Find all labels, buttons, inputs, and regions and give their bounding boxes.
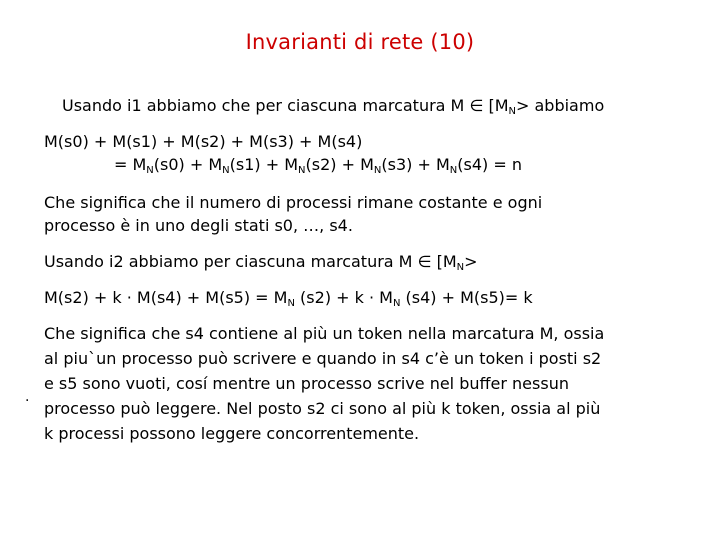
meaning-1-line-2: processo è in uno degli stati s0, …, s4. bbox=[44, 216, 353, 235]
subscript: N bbox=[449, 165, 458, 176]
subscript: N bbox=[373, 165, 382, 176]
bullet-dot: . bbox=[25, 389, 30, 405]
meaning-2-line-2: al piu`un processo può scrivere e quando in s4 c’è un token i posti s2 bbox=[44, 349, 602, 368]
subscript: N bbox=[456, 262, 465, 273]
eq-text: = M bbox=[114, 155, 147, 174]
subscript: N bbox=[222, 165, 230, 176]
subscript: N bbox=[508, 106, 516, 117]
eq-text: (s0) + M bbox=[153, 155, 223, 174]
meaning-2-line-5: k processi possono leggere concorrentemente. bbox=[44, 424, 420, 443]
meaning-2-line-4: processo può leggere. Nel posto s2 ci sono al più k token, ossia al più bbox=[44, 399, 601, 418]
i2-intro-text-end: > bbox=[464, 252, 478, 271]
meaning-2-line-3: e s5 sono vuoti, cosí mentre un processo scrive nel buffer nessun bbox=[44, 374, 569, 393]
meaning-2-line-1: Che significa che s4 contiene al più un token nella marcatura M, ossia bbox=[44, 324, 605, 343]
subscript: N bbox=[298, 165, 306, 176]
eq-text: (s2) + k · M bbox=[294, 288, 393, 307]
eq-text: M(s2) + k · M(s4) + M(s5) = M bbox=[44, 288, 288, 307]
i1-intro-text: Usando i1 abbiamo che per ciascuna marcatura M ∈ [M bbox=[62, 96, 509, 115]
i2-intro-line bbox=[44, 252, 478, 272]
equation-1-line-2 bbox=[114, 155, 522, 175]
meaning-1-line-1: Che significa che il numero di processi rimane costante e ogni bbox=[44, 193, 543, 212]
equation-2 bbox=[44, 288, 533, 308]
subscript: N bbox=[287, 298, 295, 309]
subscript: N bbox=[146, 165, 154, 176]
eq-text: (s3) + M bbox=[381, 155, 450, 174]
eq-text: (s1) + M bbox=[229, 155, 299, 174]
i2-intro-text: Usando i2 abbiamo per ciascuna marcatura M ∈ [M bbox=[44, 252, 457, 271]
eq-text: (s4) = n bbox=[457, 155, 522, 174]
subscript: N bbox=[392, 298, 401, 309]
i1-intro-text-end: > abbiamo bbox=[516, 96, 605, 115]
eq-text: (s2) + M bbox=[305, 155, 374, 174]
i1-intro-line bbox=[62, 96, 604, 116]
slide-title: Invarianti di rete (10) bbox=[245, 30, 475, 54]
equation-1-line-1: M(s0) + M(s1) + M(s2) + M(s3) + M(s4) bbox=[44, 132, 363, 151]
eq-text: (s4) + M(s5)= k bbox=[400, 288, 533, 307]
